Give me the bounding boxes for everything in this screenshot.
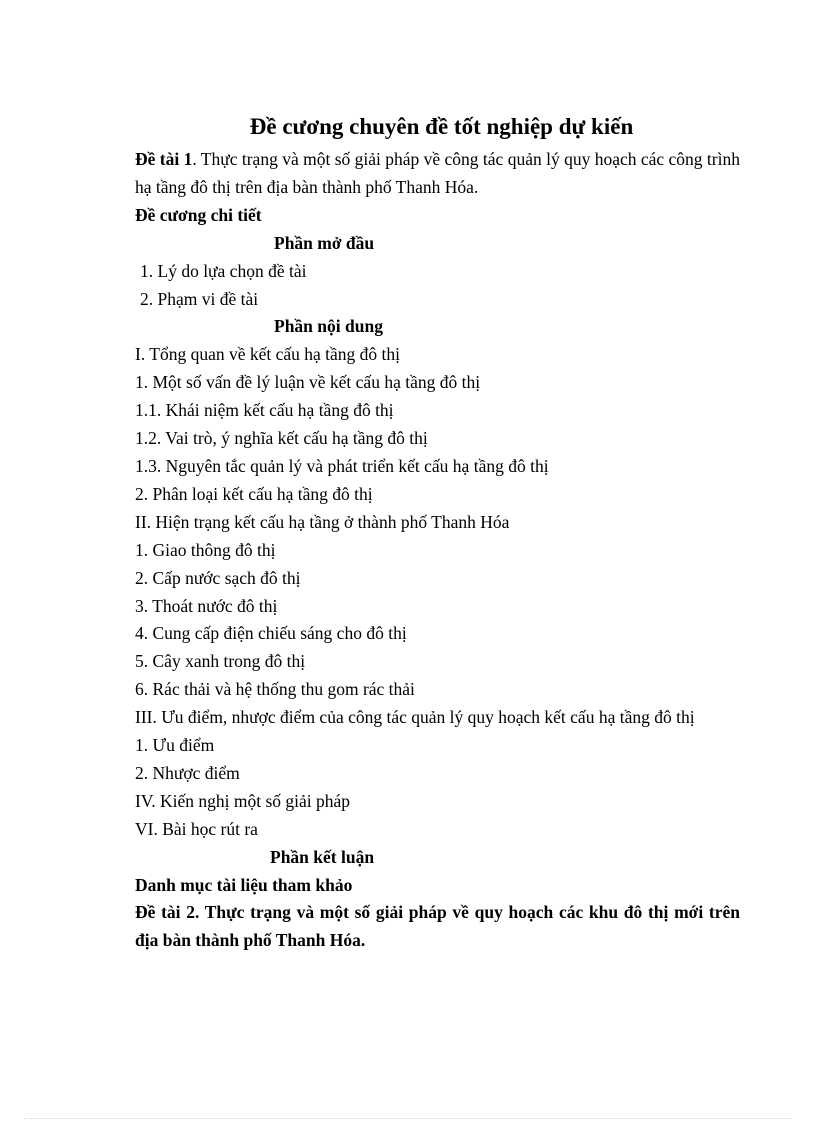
body-item: VI. Bài học rút ra xyxy=(135,818,258,839)
body-item: 3. Thoát nước đô thị xyxy=(135,595,278,616)
references-heading: Danh mục tài liệu tham khảo xyxy=(135,874,353,895)
document-title: Đề cương chuyên đề tốt nghiệp dự kiến xyxy=(249,114,634,139)
body-item: 2. Nhược điểm xyxy=(135,762,240,783)
intro-item-2: 2. Phạm vi đề tài xyxy=(140,288,259,309)
body-item: 6. Rác thải và hệ thống thu gom rác thải xyxy=(135,679,415,700)
document-content xyxy=(135,112,740,955)
topic-1-paragraph xyxy=(135,146,740,202)
body-item: 2. Phân loại kết cấu hạ tầng đô thị xyxy=(135,483,373,504)
conclusion-heading: Phần kết luận xyxy=(270,846,375,867)
body-item: 1. Một số vấn đề lý luận về kết cấu hạ tầng đô thị xyxy=(135,372,481,393)
body-item: 1. Ưu điểm xyxy=(135,735,215,756)
topic-2-paragraph: Đề tài 2. Thực trạng và một số giải pháp về quy hoạch các khu đô thị mới trên địa bàn thành phố Thanh Hóa. xyxy=(135,902,740,951)
body-item: II. Hiện trạng kết cấu hạ tầng ở thành phố Thanh Hóa xyxy=(135,511,510,532)
body-item: III. Ưu điểm, nhược điểm của công tác quản lý quy hoạch kết cấu hạ tầng đô thị xyxy=(135,707,695,728)
body-item: IV. Kiến nghị một số giải pháp xyxy=(135,790,351,811)
body-item: 1.3. Nguyên tắc quản lý và phát triển kết cấu hạ tầng đô thị xyxy=(135,455,549,476)
body-item: 1.1. Khái niệm kết cấu hạ tầng đô thị xyxy=(135,400,394,421)
body-item: 1.2. Vai trò, ý nghĩa kết cấu hạ tầng đô thị xyxy=(135,428,428,449)
intro-item-1: 1. Lý do lựa chọn đề tài xyxy=(140,260,307,281)
page-bottom-rule xyxy=(24,1118,792,1119)
body-item: 1. Giao thông đô thị xyxy=(135,539,276,560)
body-heading: Phần nội dung xyxy=(274,316,383,337)
body-item: I. Tổng quan về kết cấu hạ tầng đô thị xyxy=(135,344,401,365)
topic-1-label: Đề tài 1 xyxy=(135,149,193,169)
intro-heading: Phần mở đầu xyxy=(274,232,375,253)
outline-heading: Đề cương chi tiết xyxy=(135,204,262,225)
body-item: 5. Cây xanh trong đô thị xyxy=(135,651,306,672)
body-item: 2. Cấp nước sạch đô thị xyxy=(135,567,301,588)
topic-1-text: . Thực trạng và một số giải pháp về công tác quản lý quy hoạch các công trình hạ tầng đô thị trên địa bàn thành phố Thanh Hóa. xyxy=(135,149,740,197)
body-item: 4. Cung cấp điện chiếu sáng cho đô thị xyxy=(135,623,407,644)
